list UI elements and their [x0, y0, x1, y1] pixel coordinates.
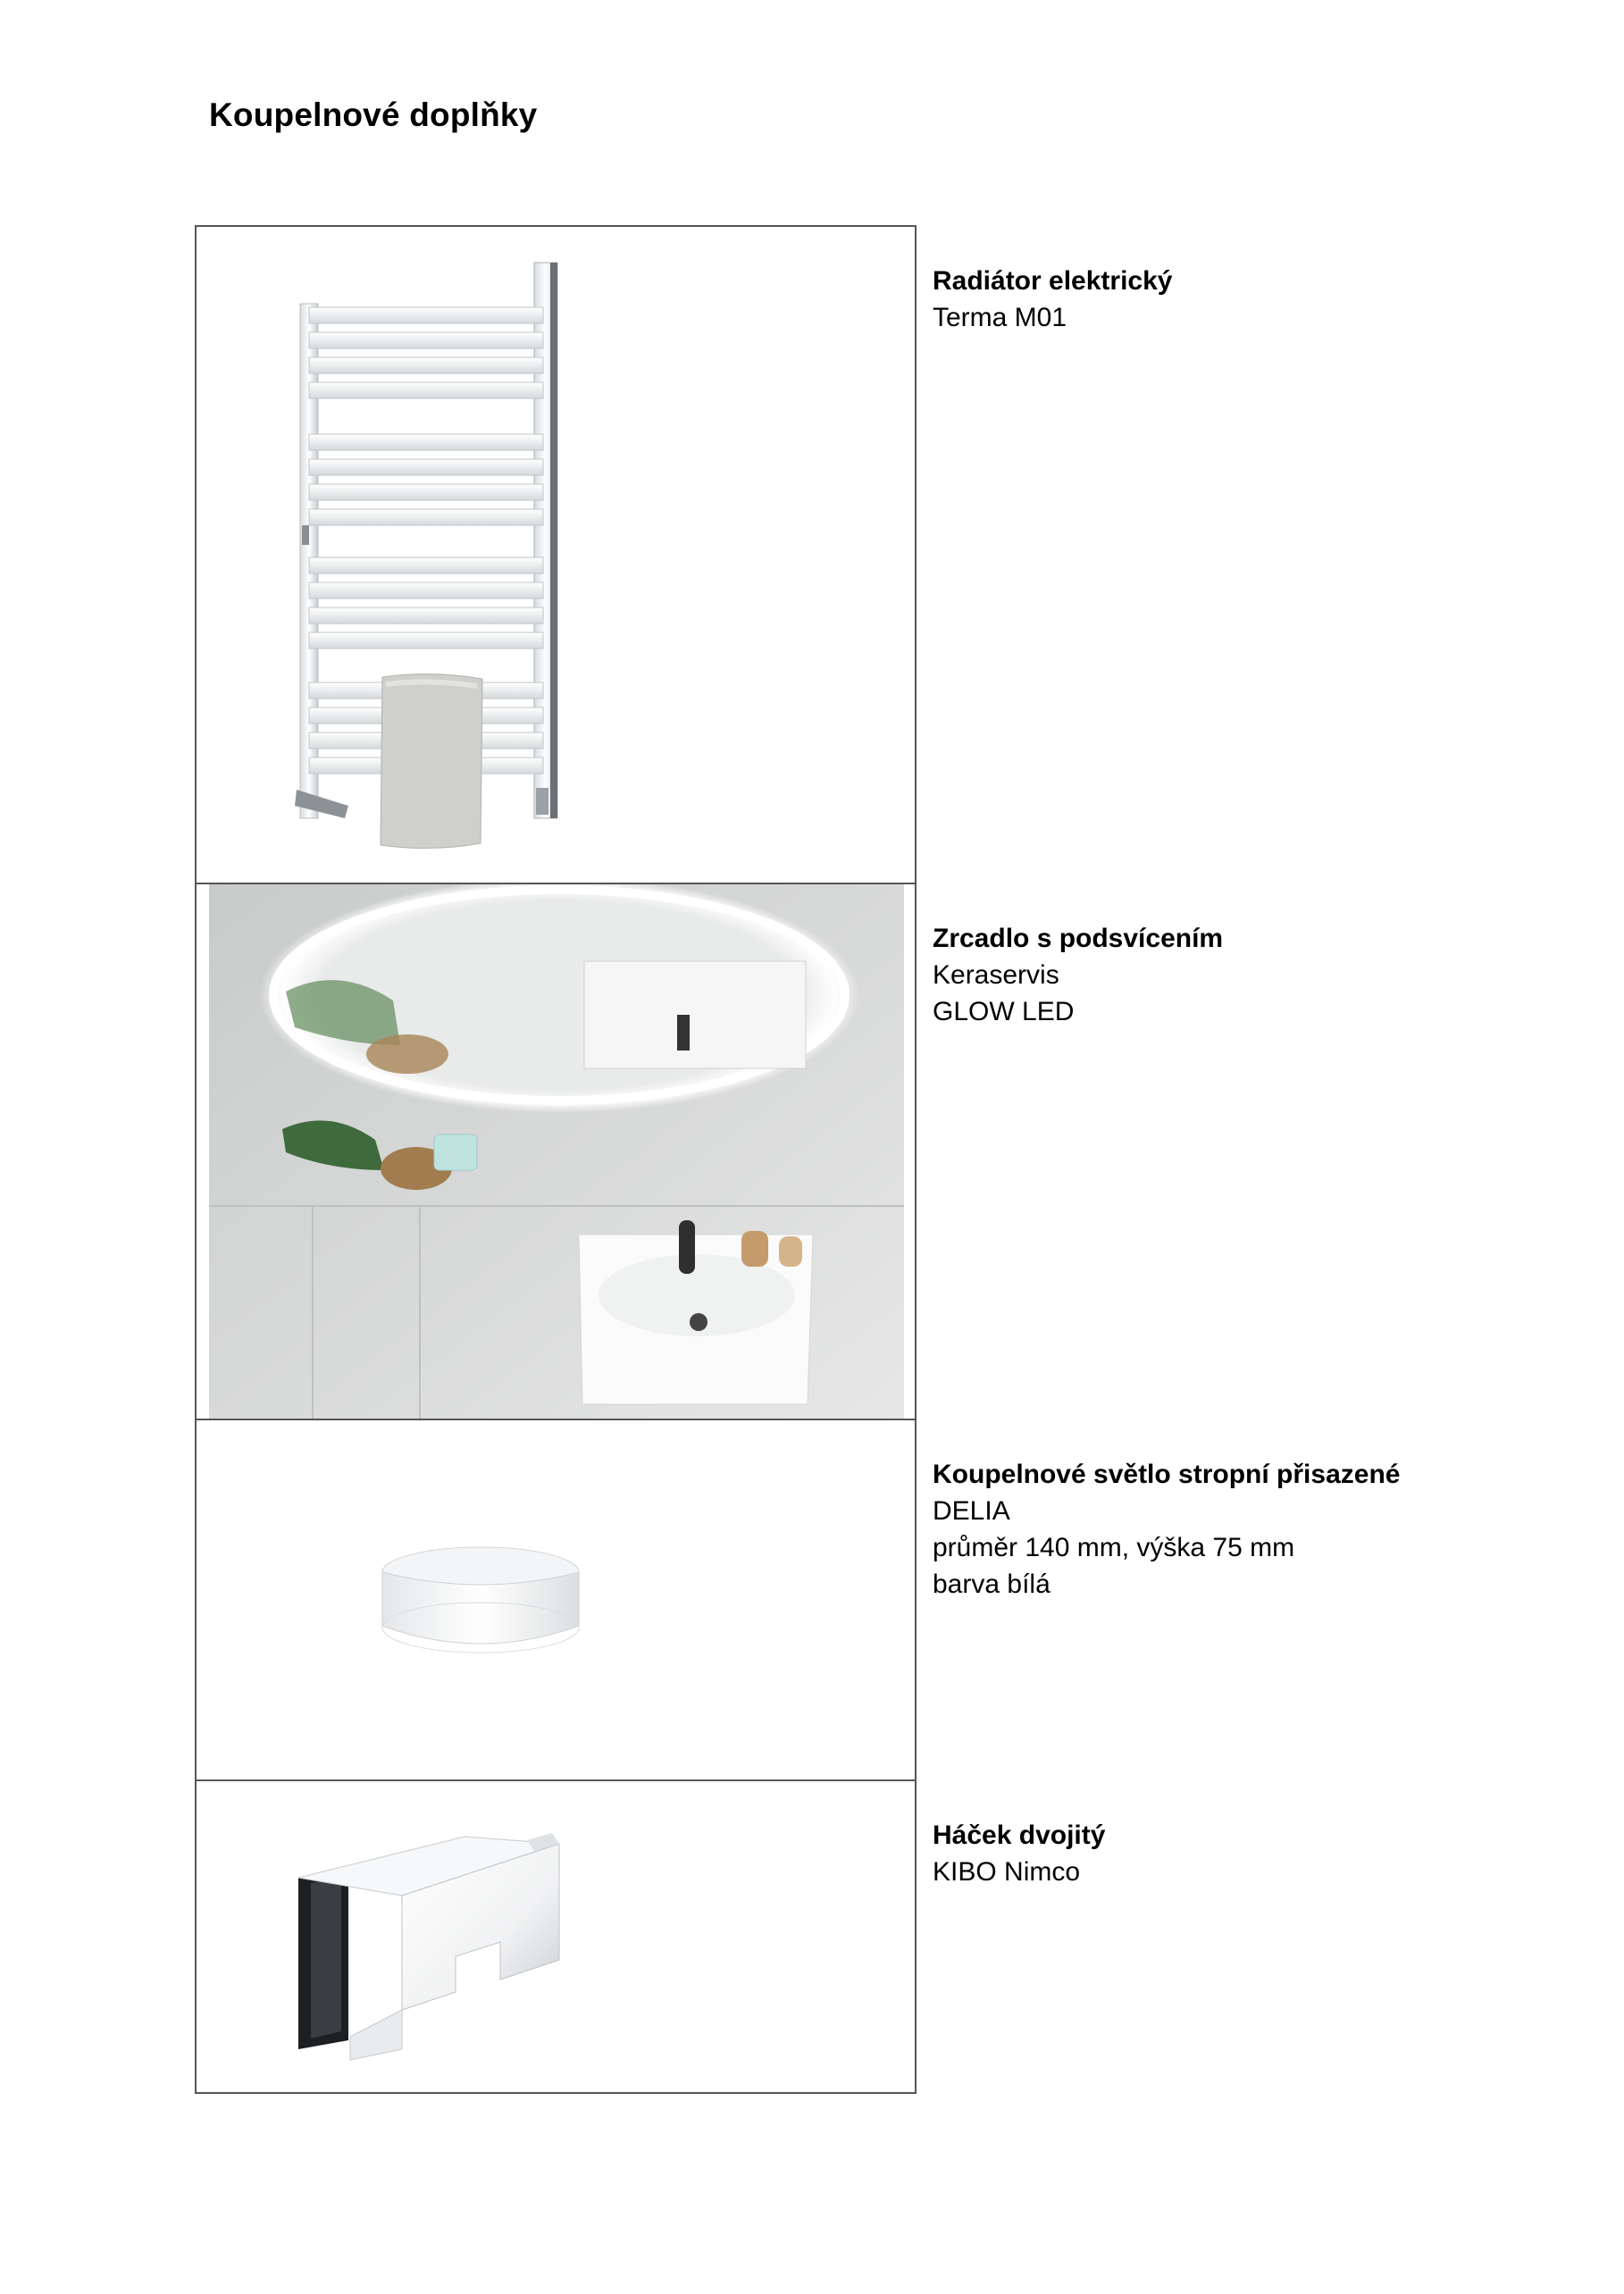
item-detail: Terma M01 [933, 303, 1067, 332]
mirror-description [933, 920, 1611, 1030]
ceiling-light-photo [197, 1420, 915, 1779]
led-mirror-photo [197, 884, 915, 1419]
table-row [195, 1779, 1615, 2094]
ceiling-light-description [933, 1456, 1611, 1603]
table-row [195, 225, 1615, 884]
item-detail: GLOW LED [933, 997, 1075, 1026]
item-detail: barva bílá [933, 1570, 1051, 1599]
item-detail: průměr 140 mm, výška 75 mm [933, 1533, 1295, 1562]
catalog-table [195, 225, 1615, 2092]
double-hook-photo [197, 1781, 915, 2092]
item-detail: DELIA [933, 1496, 1010, 1526]
mirror-image-cell [195, 883, 917, 1420]
page-title: Koupelnové doplňky [209, 96, 538, 133]
towel-radiator-photo [197, 227, 915, 883]
table-row [195, 1419, 1615, 1781]
item-name: Háček dvojitý [933, 1821, 1106, 1850]
radiator-image-cell [195, 225, 917, 884]
table-row [195, 883, 1615, 1420]
item-name: Radiátor elektrický [933, 266, 1173, 296]
radiator-description [933, 263, 1611, 336]
item-name: Koupelnové světlo stropní přisazené [933, 1460, 1401, 1489]
ceiling-light-image-cell [195, 1419, 917, 1781]
item-name: Zrcadlo s podsvícením [933, 924, 1224, 953]
item-detail: KIBO Nimco [933, 1857, 1081, 1887]
hook-description [933, 1817, 1611, 1890]
item-detail: Keraservis [933, 960, 1059, 990]
hook-image-cell [195, 1779, 917, 2094]
